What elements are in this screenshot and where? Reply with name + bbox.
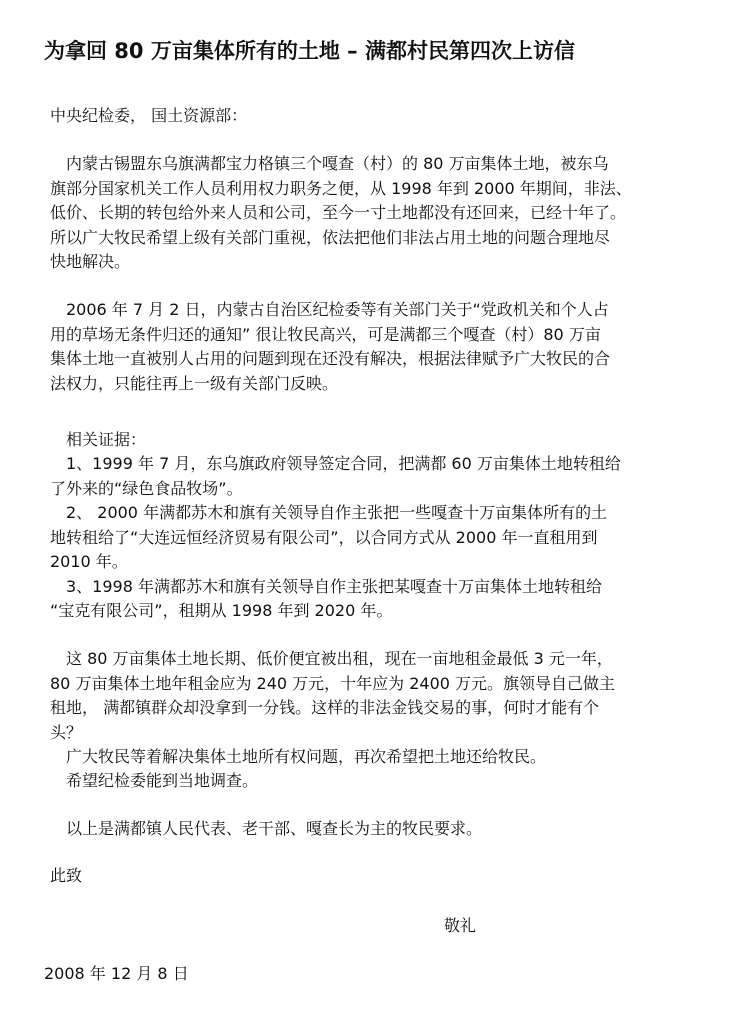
paragraph-investigate <box>50 769 710 794</box>
evidence-list <box>50 452 710 624</box>
evidence-item-line: 2、 2000 年满都苏木和旗有关领导自作主张把一些嘎查十万亩集体所有的土 <box>66 503 608 522</box>
evidence-item-line: 1、1999 年 7 月，东乌旗政府领导签定合同，把满都 60 万亩集体土地转租给 <box>66 454 621 473</box>
letter-title: 为拿回 80 万亩集体所有的土地 – 满都村民第四次上访信 <box>44 39 575 63</box>
evidence-item-line: 了外来的“绿色食品牧场”。 <box>50 478 243 498</box>
paragraph-line: 旗部分国家机关工作人员利用权力职务之便，从 1998 年到 2000 年期间，非法、 <box>50 178 632 198</box>
paragraph-line: 集体土地一直被别人占用的问题到现在还没有解决，根据法律赋予广大牧民的合 <box>50 349 611 368</box>
paragraph-signatories <box>50 817 710 842</box>
paragraph-request <box>50 745 710 770</box>
paragraph-line: 租地， 满都镇群众却没拿到一分钱。这样的非法金钱交易的事，何时才能有个 <box>50 698 600 717</box>
evidence-heading <box>50 428 710 453</box>
evidence-item-line: “宝克有限公司”，租期从 1998 年到 2020 年。 <box>50 601 393 620</box>
paragraph-line: 广大牧民等着解决集体土地所有权问题，再次希望把土地还给牧民。 <box>66 747 547 766</box>
evidence-item-line: 3、1998 年满都苏木和旗有关领导自作主张把某嘎查十万亩集体土地转租给 <box>66 576 602 596</box>
paragraph-line: 以上是满都镇人民代表、老干部、嘎查长为主的牧民要求。 <box>66 819 483 838</box>
paragraph-line: 用的草场无条件归还的通知” 很让牧民高兴，可是满都三个嘎查（村）80 万亩 <box>50 324 601 344</box>
regards-text: 敬礼 <box>444 916 477 935</box>
salutation: 中央纪检委， 国土资源部： <box>50 106 248 125</box>
paragraph-line: 低价、长期的转包给外来人员和公司，至今一寸土地都没有还回来，已经十年了。 <box>50 203 627 222</box>
paragraph-line: 希望纪检委能到当地调查。 <box>66 771 259 790</box>
paragraph-rent <box>50 647 710 745</box>
paragraph-line: 所以广大牧民希望上级有关部门重视，依法把他们非法占用土地的问题合理地尽 <box>50 227 611 247</box>
paragraph-background <box>50 152 710 275</box>
evidence-heading-text: 相关证据： <box>66 430 147 449</box>
paragraph-line: 法权力，只能往再上一级有关部门反映。 <box>50 373 339 393</box>
paragraph-notice <box>50 298 710 396</box>
paragraph-line: 内蒙古锡盟东乌旗满都宝力格镇三个嘎查（村）的 80 万亩集体土地，被东乌 <box>66 154 609 173</box>
closing-text: 此致 <box>50 866 83 885</box>
paragraph-line: 80 万亩集体土地年租金应为 240 万元，十年应为 2400 万元。旗领导自己做主 <box>50 673 616 693</box>
evidence-item-line: 地转租给了“大连远恒经济贸易有限公司”，以合同方式从 2000 年一直租用到 <box>50 527 598 547</box>
evidence-item-line: 2010 年。 <box>50 552 128 571</box>
paragraph-line: 快地解决。 <box>50 252 131 271</box>
paragraph-line: 头？ <box>50 722 83 742</box>
paragraph-line: 这 80 万亩集体土地长期、低价便宜被出租，现在一亩地租金最低 3 元一年， <box>66 649 613 668</box>
letter-date: 2008 年 12 月 8 日 <box>44 964 189 983</box>
paragraph-line: 2006 年 7 月 2 日，内蒙古自治区纪检委等有关部门关于“党政机关和个人占 <box>66 300 609 319</box>
